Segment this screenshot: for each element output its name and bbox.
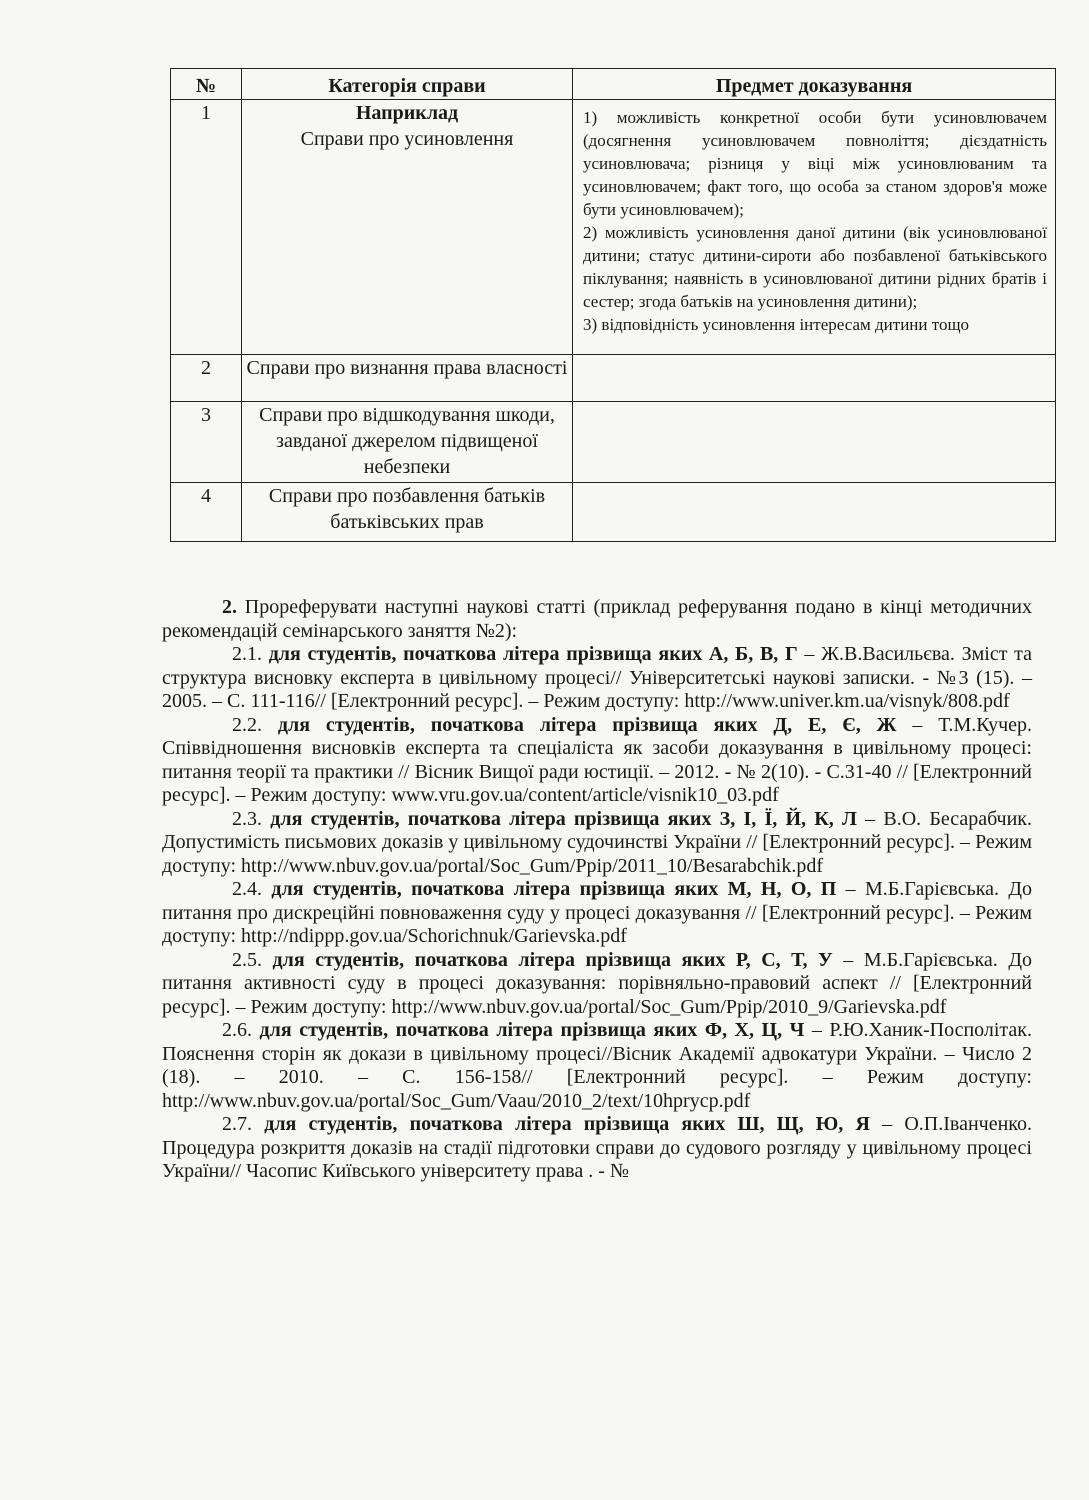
article-item	[162, 714, 1032, 808]
article-item	[162, 1113, 1032, 1184]
item-number: 2.6.	[222, 1019, 252, 1041]
item-number: 2.3.	[232, 807, 262, 830]
table-header-row	[171, 69, 1056, 100]
task-number: 2.	[222, 596, 237, 618]
row-category: Справи про позбавлення батьків батьківських прав	[242, 483, 573, 542]
row-subject	[573, 355, 1056, 402]
row-number: 3	[171, 402, 242, 483]
task-intro-text: Прореферувати наступні наукові статті (приклад реферування подано в кінці методичних рекомендацій семінарського заняття №2):	[162, 596, 1032, 642]
item-group: для студентів, початкова літера прізвища яких М, Н, О, П	[262, 878, 837, 900]
item-number: 2.7.	[222, 1113, 252, 1135]
task-section	[162, 596, 1032, 1184]
header-category: Категорія справи	[242, 69, 573, 100]
row-subject	[573, 402, 1056, 483]
row-number: 1	[171, 100, 242, 355]
table-row	[171, 100, 1056, 355]
item-number: 2.4.	[232, 878, 262, 900]
row-number: 2	[171, 355, 242, 402]
row-category	[242, 100, 573, 355]
subject-list	[573, 100, 1055, 338]
article-item	[162, 949, 1032, 1020]
item-number: 2.1.	[232, 643, 262, 665]
item-text: – Р.Ю.Ханик-Посполітак. Пояснення сторін як докази в цивільному процесі//Вісник Академії адвокатури України. – Число 2 (18). – 2010. – С. 156-158// [Електронний ресурс]. – Режим доступу: http://www.nbuv.gov.ua/portal/Soc_Gum/Vaau/2010_2/text/10hprycp.pdf	[162, 1019, 1032, 1112]
subject-item: 3) відповідність усиновлення інтересам дитини тощо	[583, 315, 970, 334]
article-item	[162, 1019, 1032, 1113]
table-row	[171, 402, 1056, 483]
item-text: – О.П.Іванченко. Процедура розкриття доказів на стадії підготовки справи до судового розгляду у цивільному процесі України// Часопис Київського університету права . - №	[162, 1113, 1032, 1182]
item-group: для студентів, початкова літера прізвища яких Ф, Х, Ц, Ч	[252, 1019, 805, 1041]
article-item	[162, 643, 1032, 714]
item-number: 2.5.	[232, 948, 262, 971]
case-categories-table	[170, 68, 1056, 542]
item-group: для студентів, початкова літера прізвища яких Д, Е, Є, Ж	[262, 713, 897, 736]
item-group: для студентів, початкова літера прізвища яких Р, С, Т, У	[262, 948, 833, 971]
item-group: для студентів, початкова літера прізвища яких З, І, Ї, Й, К, Л	[262, 807, 857, 830]
row-number: 4	[171, 483, 242, 542]
row-category: Справи про визнання права власності	[242, 355, 573, 402]
item-text: – В.О. Бесарабчик. Допустимість письмових доказів у цивільному судочинстві України // [Електронний ресурс]. – Режим доступу: http://www.nbuv.gov.ua/portal/Soc_Gum/Ppip/2011_10/Besarabchik.pdf	[162, 807, 1032, 877]
item-text: – Ж.В.Васильєва. Зміст та структура висновку експерта в цивільному процесі// Університетські наукові записки. - №3 (15). – 2005. – С. 111-116// [Електронний ресурс]. – Режим доступу: http://www.univer.km.ua/visnyk/808.pdf	[162, 643, 1032, 712]
item-text: – М.Б.Гарієвська. До питання активності суду в процесі доказування: порівняльно-правовий аспект // [Електронний ресурс]. – Режим доступу: http://www.nbuv.gov.ua/portal/Soc_Gum/Ppip/2010_9/Garievska.pdf	[162, 948, 1032, 1018]
table-row	[171, 483, 1056, 542]
row-subject	[573, 100, 1056, 355]
task-intro	[162, 596, 1032, 643]
item-group: для студентів, початкова літера прізвища яких Ш, Щ, Ю, Я	[252, 1113, 870, 1135]
article-item	[162, 808, 1032, 879]
item-text: – М.Б.Гарієвська. До питання про дискреційні повноваження суду у процесі доказування // [Електронний ресурс]. – Режим доступу: http://ndippp.gov.ua/Schorichnuk/Garievska.pdf	[162, 878, 1032, 947]
row-subject	[573, 483, 1056, 542]
subject-item: 1) можливість конкретної особи бути усиновлювачем (досягнення усиновлювачем повноліття; дієздатність усиновлювача; різниця у віці між усиновлюваним та усиновлювачем; факт того, що особа за станом здоров'я може бути усиновлювачем);	[583, 108, 1047, 219]
article-item	[162, 878, 1032, 949]
item-text: – Т.М.Кучер. Співвідношення висновків експерта та спеціаліста як засоби доказування в цивільному процесі: питання теорії та практики // Вісник Вищої ради юстиції. – 2012. - № 2(10). - С.31-40 // [Електронний ресурс]. – Режим доступу: www.vru.gov.ua/content/article/visnik10_03.pdf	[162, 713, 1033, 806]
subject-item: 2) можливість усиновлення даної дитини (вік усиновлюваної дитини; статус дитини-сироти або позбавленої батьківського піклування; наявність в усиновлюваної дитини рідних братів і сестер; згода батьків на усиновлення дитини);	[583, 223, 1047, 311]
header-number: №	[171, 69, 242, 100]
table-row	[171, 355, 1056, 402]
item-number: 2.2.	[232, 713, 262, 736]
item-group: для студентів, початкова літера прізвища яких А, Б, В, Г	[262, 643, 798, 665]
category-text: Справи про усиновлення	[300, 128, 514, 150]
row-category: Справи про відшкодування шкоди, завданої джерелом підвищеної небезпеки	[242, 402, 573, 483]
header-subject: Предмет доказування	[573, 69, 1056, 100]
example-label: Наприклад	[355, 102, 459, 124]
